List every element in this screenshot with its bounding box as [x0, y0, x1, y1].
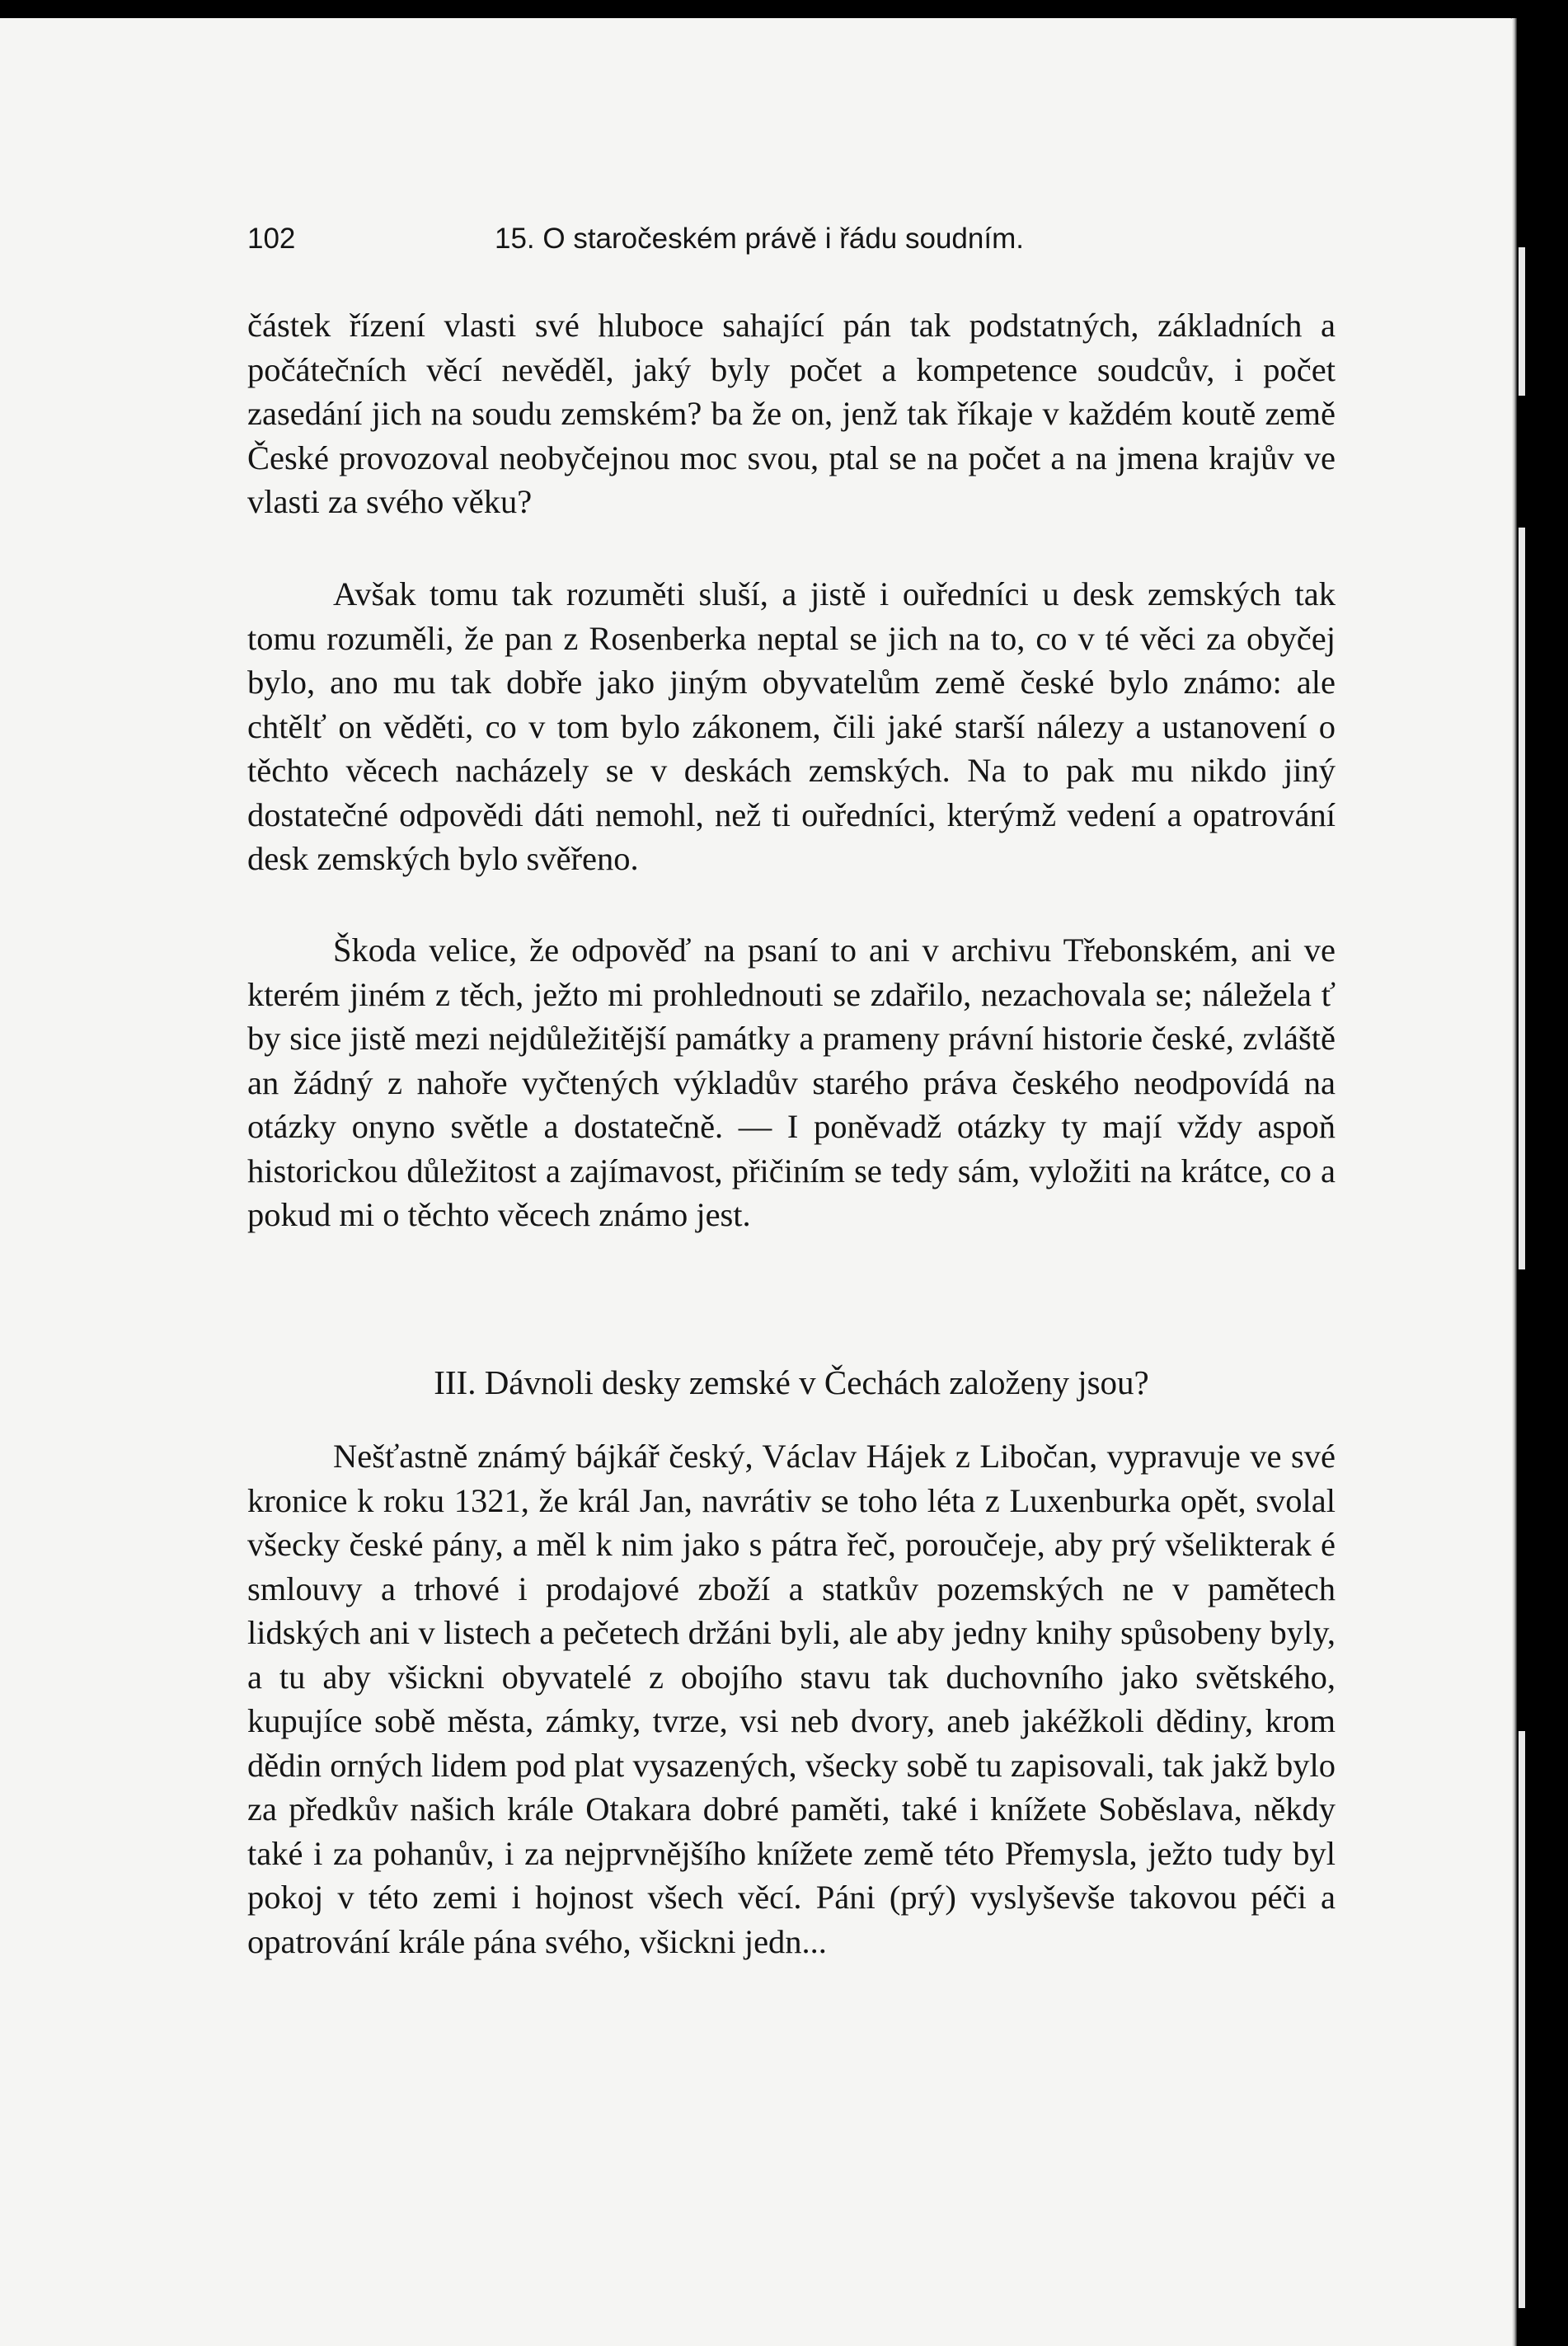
- page-edge-mark: [1519, 1731, 1525, 2308]
- page-edge-mark: [1519, 528, 1525, 1269]
- running-header: [247, 223, 1336, 264]
- paragraph-2: Avšak tomu tak rozuměti sluší, a jistě i ouředníci u desk zemských tak tomu rozuměli, že pan z Rosenberka neptal se jich na to, co v té věci za obyčej bylo, ano mu tak dobře jako jiným obyvatelům země české bylo známo: ale chtělť on věděti, co v tom bylo zákonem, čili jaké starší nálezy a ustanovení o těchto věcech nacházely se v deskách zemských. Na to pak mu nikdo jiný dostatečné odpovědi dáti nemohl, než ti ouředníci, kterýmž vedení a opatrování desk zemských bylo svěřeno.: [247, 575, 1336, 877]
- section-heading: III. Dávnoli desky zemské v Čechách založeny jsou?: [434, 1363, 1149, 1401]
- paragraph-4: Nešťastně známý bájkář český, Václav Hájek z Libočan, vypravuje ve své kronice k roku 1321, že král Jan, navrátiv se toho léta z Luxenburka opět, svolal všecky české pány, a měl k nim jako s pátra řeč, poroučeje, aby prý všelikterak é smlouvy a trhové i prodajové zboží a statkův pozemských ne v pamětech lidských ani v listech a pečetech držáni byli, ale aby jedny knihy spůsobeny byly, a tu aby všickni obyvatelé z obojího stavu tak duchovního jako světského, kupujíce sobě města, zámky, tvrze, vsi neb dvory, aneb jakéžkoli dědiny, krom dědin orných lidem pod plat vysazených, všecky sobě tu zapisovali, tak jakž bylo za předkův našich krále Otakara dobré paměti, také i knížete Soběslava, někdy také i za pohanův, i za nejprvnějšího knížete země této Přemysla, ježto tudy byl pokoj v této zemi i hojnost všech věcí. Páni (prý) vyslyševše takovou péči a opatrování krále pána svého, všickni jedn...: [247, 1438, 1336, 1960]
- paragraph-3: Škoda velice, že odpověď na psaní to ani v archivu Třebonském, ani ve kterém jiném z těch, ježto mi prohlednouti se zdařilo, nezachovala se; náležela ť by sice jistě mezi nejdůležitější památky a prameny právní historie české, zvláště an žádný z nahoře vyčtených výkladův starého práva českého neodpovídá na otázky onyno světle a dostatečně. — I poněvadž otázky ty mají vždy aspoň historickou důležitost a zajímavost, přičiním se tedy sám, vyložiti na krátce, co a pokud mi o těchto věcech známo jest.: [247, 931, 1336, 1233]
- page-edge: [1512, 18, 1517, 2346]
- running-title: 15. O staročeském právě i řádu soudním.: [495, 223, 1024, 255]
- page-edge-mark: [1519, 247, 1525, 396]
- page-number: 102: [247, 223, 296, 255]
- paragraph-1: částek řízení vlasti své hluboce sahající pán tak podstatných, základních a počátečních věcí nevěděl, jaký byly počet a kompetence soudcův, i počet zasedání jich na soudu zemském? ba že on, jenž tak říkaje v každém koutě země České provozoval neobyčejnou moc svou, ptal se na počet a na jmena krajův ve vlasti za svého věku?: [247, 307, 1336, 520]
